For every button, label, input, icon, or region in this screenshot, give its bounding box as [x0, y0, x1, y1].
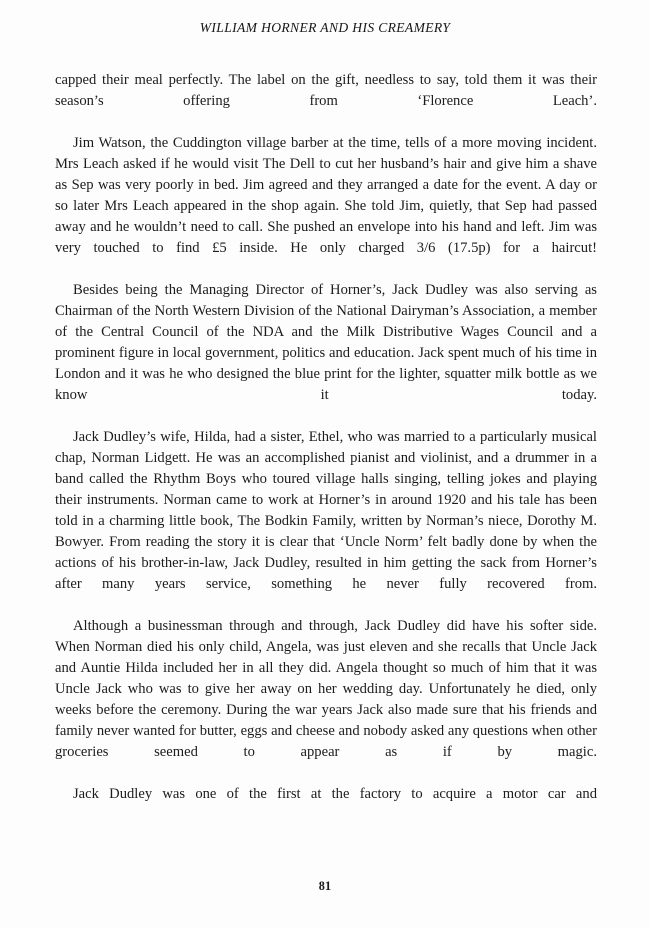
paragraph-6: Jack Dudley was one of the first at the factory to acquire a motor car and [73, 786, 597, 802]
paragraph-3: Besides being the Managing Director of Horner’s, Jack Dudley was also serving as Chairman of the North Western Division of the National Dairyman’s Association, a member of the Central Council of the NDA and the Milk Distributive Wages Council and a prominent figure in local government, politics and education. Jack spent much of his time in London and it was he who designed the blue print for the lighter, squatter milk bottle as we know it today. [55, 282, 597, 403]
body-text-block [55, 70, 597, 826]
paragraph-2: Jim Watson, the Cuddington village barber at the time, tells of a more moving incident. Mrs Leach asked if he would visit The Dell to cut her husband’s hair and give him a shave as Sep was very poorly in bed. Jim agreed and they arranged a date for the event. A day or so later Mrs Leach appeared in the shop again. She told Jim, quietly, that Sep had passed away and he wouldn’t need to call. She pushed an envelope into his hand and left. Jim was very touched to find £5 inside. He only charged 3/6 (17.5p) for a haircut! [55, 135, 597, 256]
paragraph-5: Although a businessman through and through, Jack Dudley did have his softer side. When Norman died his only child, Angela, was just eleven and she recalls that Uncle Jack and Auntie Hilda included her in all they did. Angela thought so much of him that it was Uncle Jack who was to give her away on her wedding day. Unfortunately he died, only weeks before the ceremony. During the war years Jack also made sure that his friends and family never wanted for butter, eggs and cheese and nobody asked any questions when other groceries seemed to appear as if by magic. [55, 618, 597, 760]
page-number: 81 [318, 879, 332, 893]
running-head: WILLIAM HORNER AND HIS CREAMERY [199, 20, 451, 35]
paragraph-1: capped their meal perfectly. The label on the gift, needless to say, told them it was their season’s offering from ‘Florence Leach’. [55, 72, 597, 109]
paragraph-4: Jack Dudley’s wife, Hilda, had a sister, Ethel, who was married to a particularly musical chap, Norman Lidgett. He was an accomplished pianist and violinist, and a drummer in a band called the Rhythm Boys who toured village halls singing, telling jokes and playing their instruments. Norman came to work at Horner’s in around 1920 and his tale has been told in a charming little book, The Bodkin Family, written by Norman’s niece, Dorothy M. Bowyer. From reading the story it is clear that ‘Uncle Norm’ felt badly done by when the actions of his brother-in-law, Jack Dudley, resulted in him getting the sack from Horner’s after many years service, something he never fully recovered from. [55, 429, 597, 592]
